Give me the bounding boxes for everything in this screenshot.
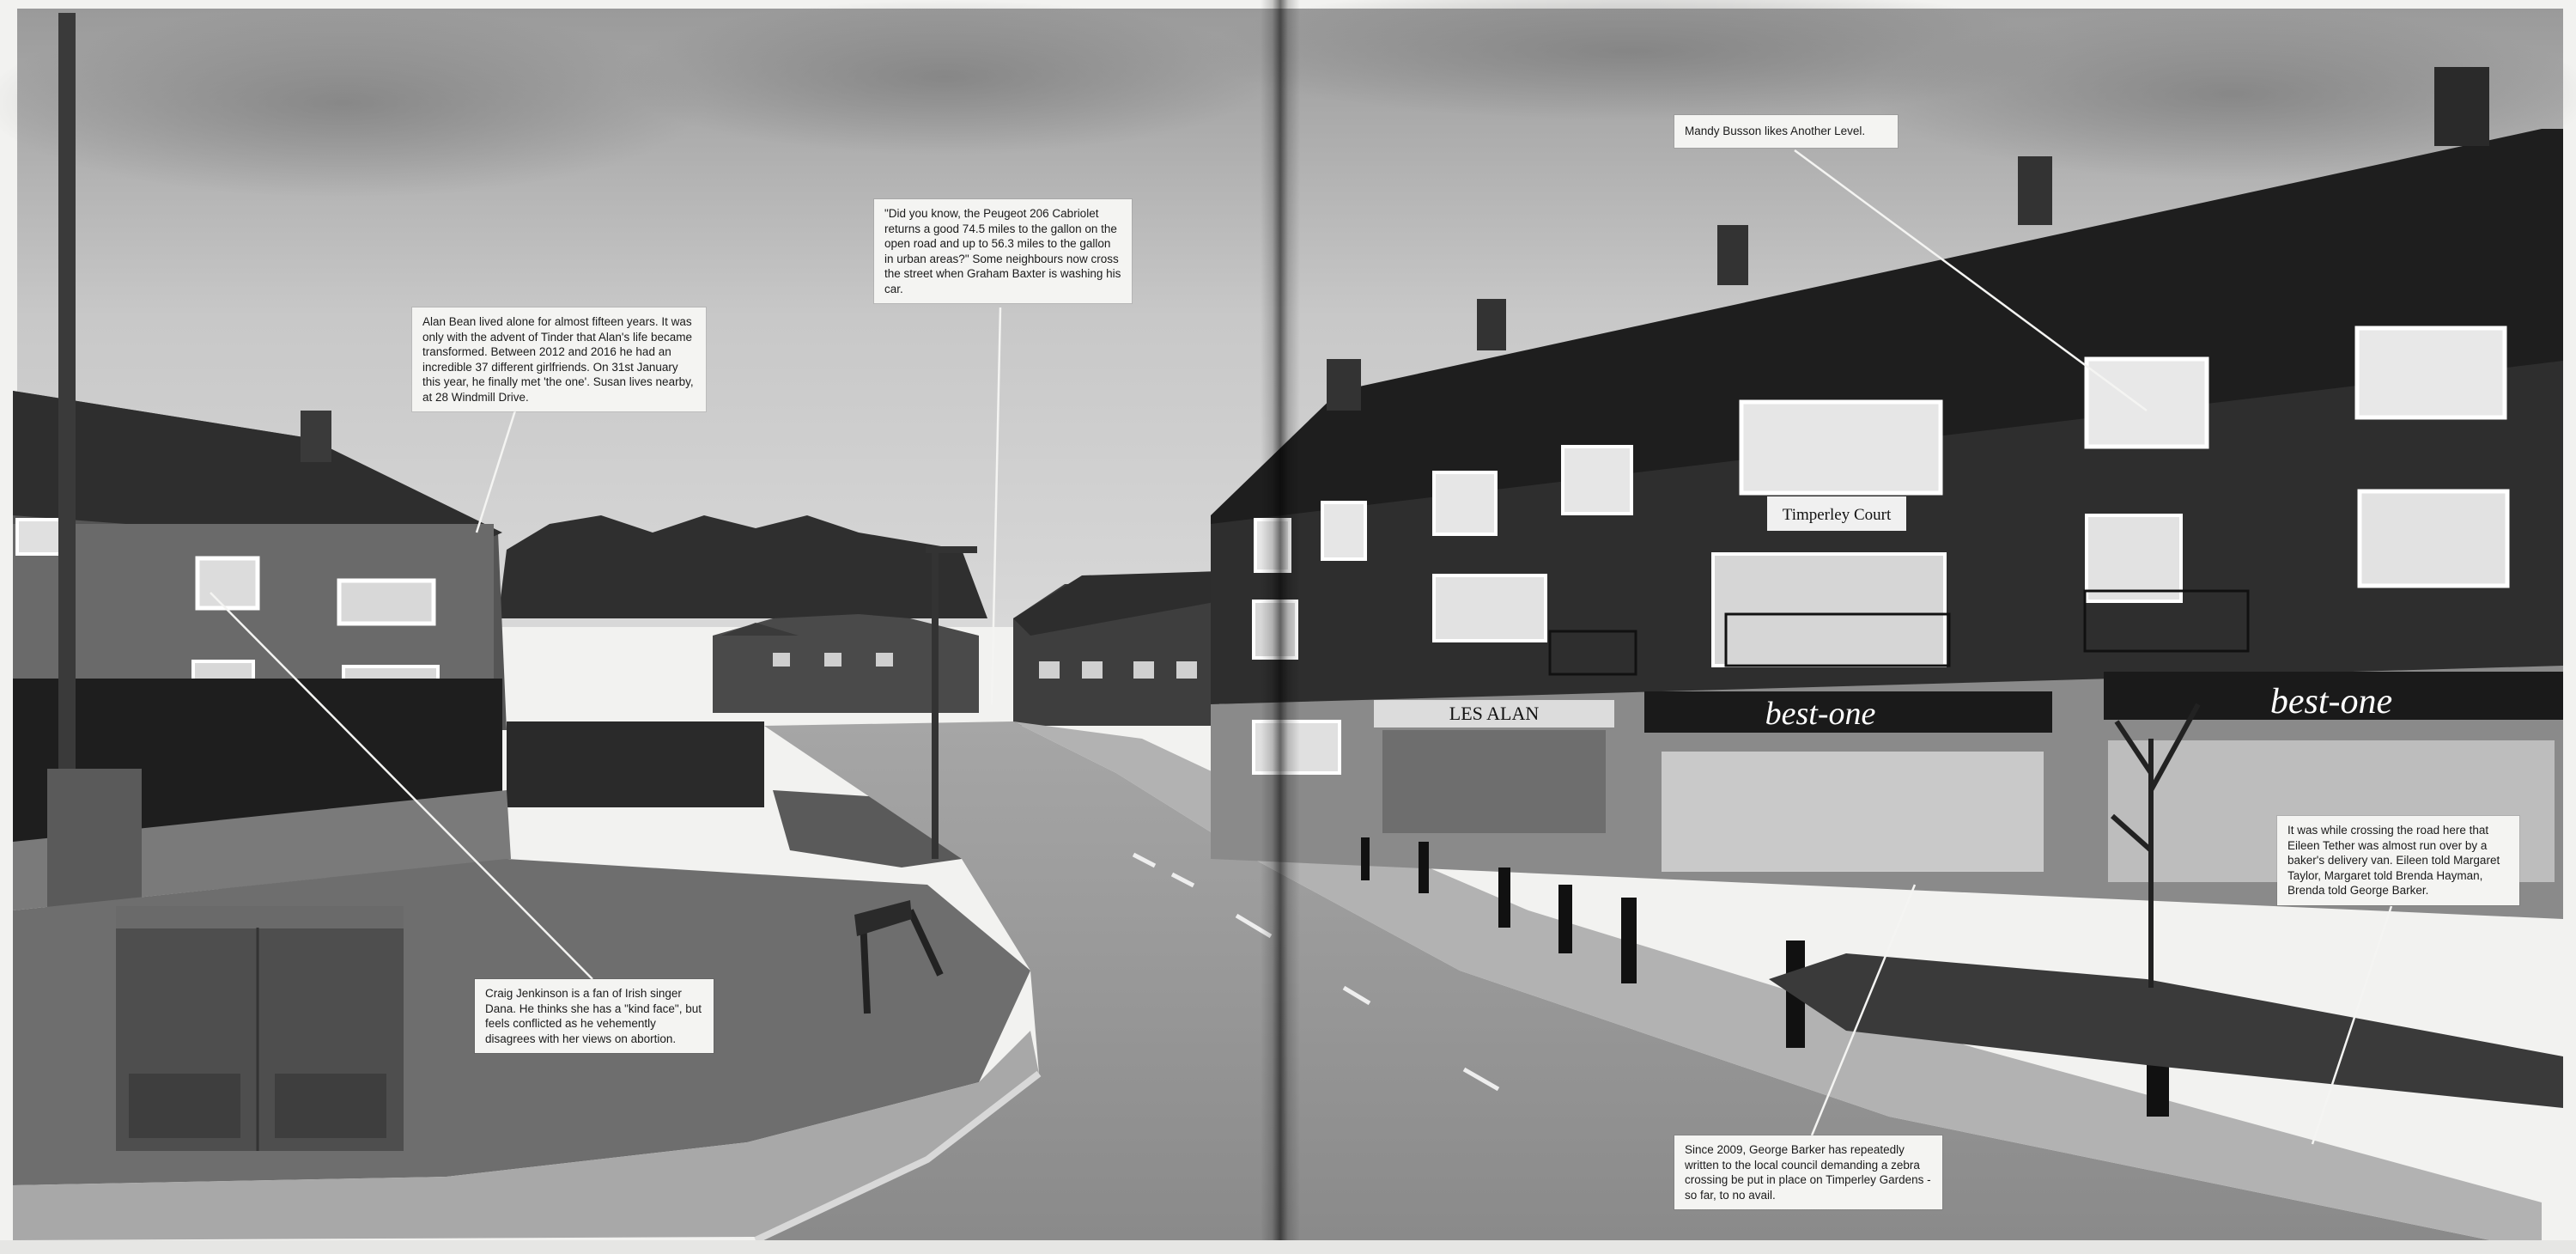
court-sign-text: Timperley Court bbox=[1782, 506, 1892, 524]
caption-mandy bbox=[1674, 115, 1898, 148]
caption-peugeot-text: "Did you know, the Peugeot 206 Cabriolet returns a good 74.5 miles to the gallon on the open road and up to 56.3 miles to the gallon in urban areas?" Some neighbours now cross the street when Graham Baxter is washing his car. bbox=[884, 207, 1121, 295]
caption-peugeot bbox=[874, 199, 1132, 303]
cafe-sign: LES ALAN bbox=[1449, 703, 1540, 724]
caption-george bbox=[1674, 1135, 1942, 1209]
caption-alan-text: Alan Bean lived alone for almost fifteen years. It was only with the advent of Tinder that Alan's life became transformed. Between 2012 and 2016 he had an incredible 37 different girlfriends. On 31st January this year, he finally met 'the one'. Susan lives nearby, at 28 Windmill Drive. bbox=[422, 315, 694, 404]
caption-craig-text: Craig Jenkinson is a fan of Irish singer Dana. He thinks she has a "kind face", but feels conflicted as he vehemently disagrees with her views on abortion. bbox=[485, 987, 702, 1045]
shop-sign-1: best-one bbox=[1765, 696, 1876, 732]
lamp-post bbox=[932, 550, 939, 859]
page-edge bbox=[0, 1240, 2576, 1254]
caption-eileen-text: It was while crossing the road here that Eileen Tether was almost run over by a baker's delivery van. Eileen told Margaret Taylor, Margaret told Brenda Hayman, Brenda told George Barker. bbox=[2287, 824, 2500, 897]
caption-alan bbox=[412, 307, 706, 411]
shop-sign-2: best-one bbox=[2269, 682, 2393, 721]
utility-cabinet bbox=[116, 906, 404, 1151]
caption-george-text: Since 2009, George Barker has repeatedly written to the local council demanding a zebra crossing be put in place on Timperley Gardens - so far, to no avail. bbox=[1685, 1143, 1931, 1202]
caption-mandy-text: Mandy Busson likes Another Level. bbox=[1685, 125, 1866, 137]
caption-eileen bbox=[2277, 816, 2519, 905]
caption-craig bbox=[475, 979, 714, 1053]
